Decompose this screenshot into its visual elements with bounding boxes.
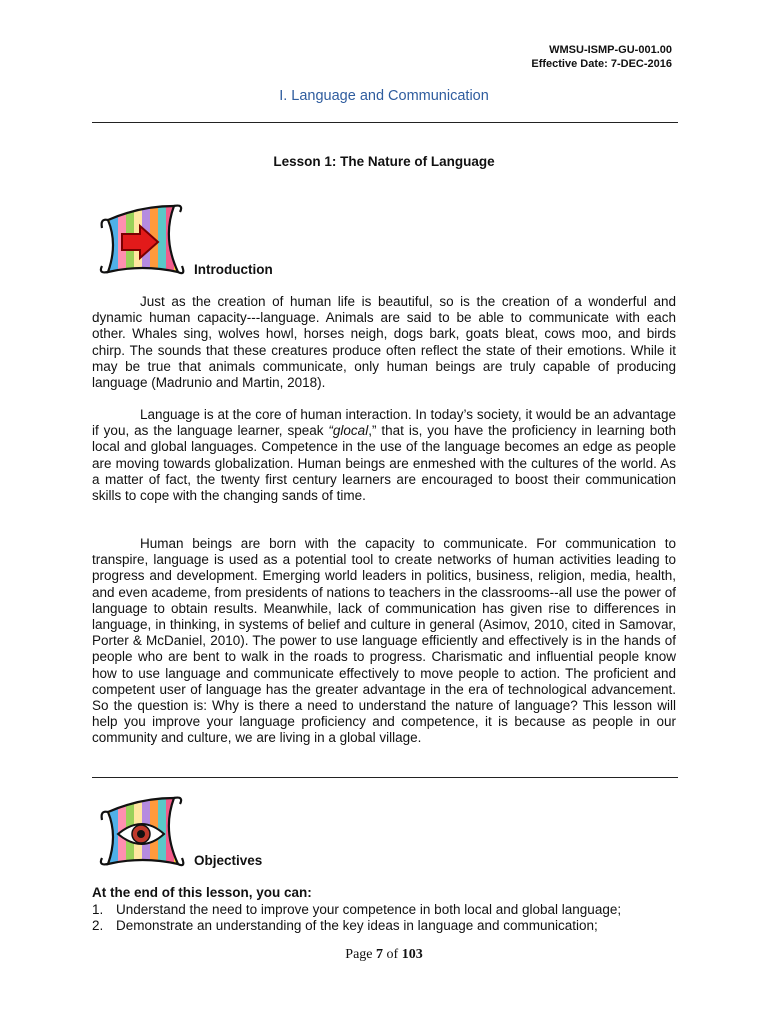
list-item-text: Understand the need to improve your competence in both local and global language; bbox=[116, 902, 622, 917]
list-item-number: 2. bbox=[92, 918, 104, 934]
list-item bbox=[92, 902, 682, 918]
introduction-label: Introduction bbox=[194, 262, 273, 277]
list-item-text: Demonstrate an understanding of the key ideas in language and communication; bbox=[116, 918, 598, 934]
intro-paragraph-2-text-a: Language is at the core of human interaction. In today’s society, it would be an advantage if you, as the language learner, speak bbox=[92, 407, 676, 439]
list-item-number: 1. bbox=[92, 902, 104, 917]
section-title: I. Language and Communication bbox=[279, 88, 489, 104]
page-word: Page bbox=[345, 947, 373, 962]
page-number: 7 bbox=[376, 947, 384, 962]
document-code: WMSU-ISMP-GU-001.00 bbox=[549, 44, 672, 56]
intro-paragraph-2 bbox=[92, 407, 676, 504]
objectives-label: Objectives bbox=[194, 853, 263, 868]
page-total: 103 bbox=[401, 947, 423, 962]
intro-paragraph-1-text: Just as the creation of human life is beautiful, so is the creation of a wonderful and dynamic human capacity---language. Animals are said to be able to communicate with each other. Whales sing, wolves howl, horses neigh, dogs bark, goats bleat, cows moo, and birds chirp. The sounds that these creatures produce often reflect the state of their emotions. While it may be true that animals communicate, only human beings are truly capable of producing language (Madrunio and Martin, 2018). bbox=[92, 294, 676, 391]
intro-paragraph-2-text-b: ,” that is, you have the proficiency in learning both local and global languages. Competence in the use of the language becomes an edge as people are moving towards globalization. Human beings are enmeshed with the cultures of the world. As a matter of fact, the twenty first century learners are encouraged to boost their communication skills to cope with the changing sands of time. bbox=[92, 423, 677, 504]
eye-banner-icon bbox=[94, 792, 186, 872]
intro-paragraph-3-text: Human beings are born with the capacity to communicate. For communication to transpire, language is used as a potential tool to create networks of human activities leading to progress and development. Emerging world leaders in politics, business, religion, media, health, and even academe, from presidents of nations to teachers in the classrooms--all use the power of language to obtain results. Meanwhile, lack of communication has given rise to differences in language, in thinking, in systems of belief and culture in general (Asimov, 2010, cited in Samovar, Porter & McDaniel, 2010). The power to use language efficiently and effectively is in the hands of people who are bent to walk in the roads to progress. Charismatic and influential people know how to use language and communicate effectively to move people to action. The proficient and competent user of language has the greater advantage in the era of technological advancement. So the question is: Why is there a need to understand the nature of language? This lesson will help you improve your language proficiency and competence, it is because as people in our community and culture, we are living in a global village. bbox=[92, 536, 676, 746]
page-footer bbox=[0, 947, 768, 963]
lesson-title: Lesson 1: The Nature of Language bbox=[273, 154, 495, 169]
intro-paragraph-1 bbox=[92, 294, 676, 391]
intro-paragraph-3 bbox=[92, 536, 676, 747]
glocal-term: “glocal bbox=[328, 423, 369, 439]
effective-date: Effective Date: 7-DEC-2016 bbox=[531, 58, 672, 70]
objectives-heading: At the end of this lesson, you can: bbox=[92, 885, 312, 900]
objectives-list bbox=[92, 902, 682, 934]
arrow-banner-icon bbox=[94, 200, 186, 280]
divider-middle bbox=[92, 777, 678, 778]
of-word: of bbox=[386, 947, 399, 962]
document-code-block bbox=[531, 43, 672, 71]
divider-top bbox=[92, 122, 678, 123]
list-item bbox=[92, 918, 682, 934]
